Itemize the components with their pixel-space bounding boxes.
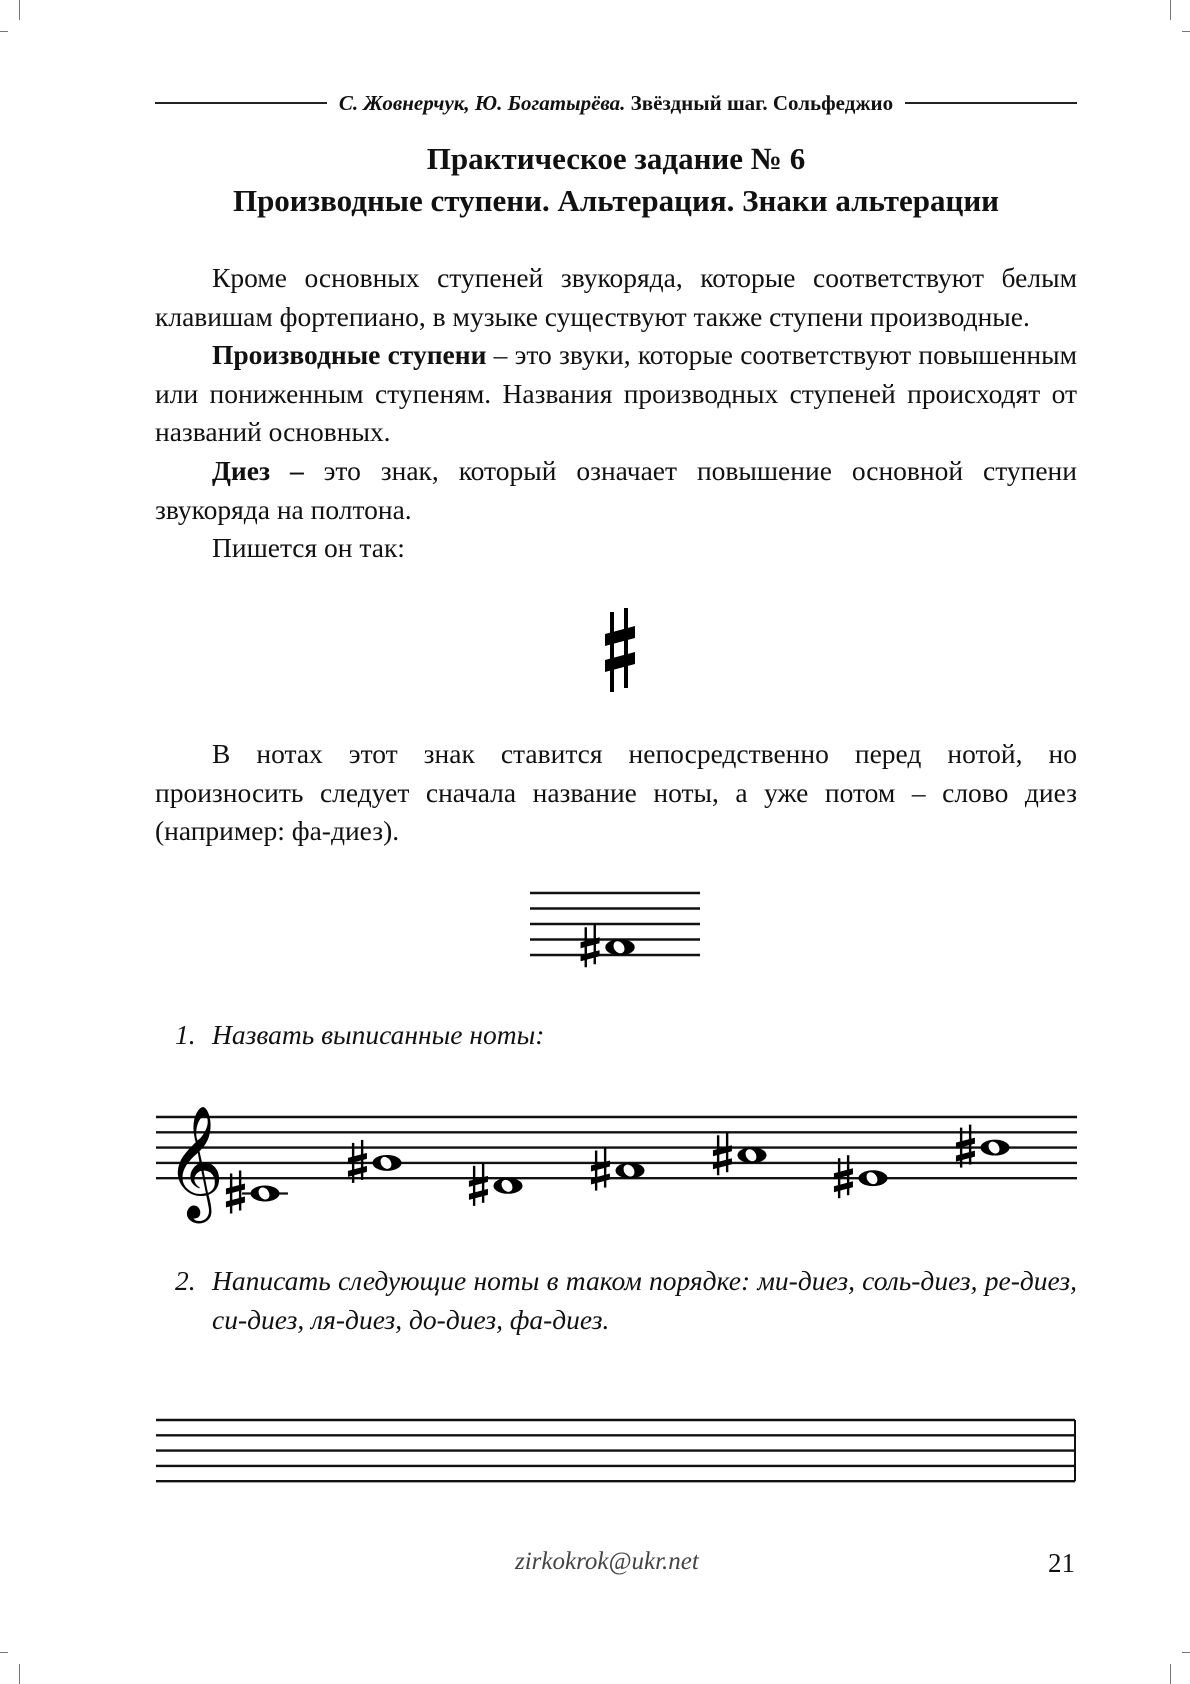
- header-book-title: Звёздный шаг. Сольфеджио: [630, 90, 894, 115]
- header-authors: С. Жовнерчук, Ю. Богатырёва.: [338, 90, 626, 115]
- footer-email: zirkokrok@ukr.net: [515, 1548, 699, 1575]
- term-sharp: Диез –: [212, 454, 304, 486]
- task-2-number: 2.: [175, 1265, 196, 1296]
- task-1-text: Назвать выписанные ноты:: [212, 1019, 545, 1050]
- page-number: 21: [1048, 1548, 1075, 1578]
- paragraph-sharp-text: это знак, который означает повышение основной ступени звукоряда на полтона.: [155, 454, 1077, 525]
- treble-clef-icon: 𝄞: [166, 1105, 224, 1220]
- paragraph-written-as: Пишется он так:: [212, 532, 405, 564]
- paragraph-derived-steps-text: – это звуки, которые соответствуют повышенным или пониженным ступеням. Названия производных ступеней происходят от названий основных.: [155, 339, 1077, 448]
- term-derived-steps: Производные ступени: [212, 339, 487, 371]
- page-subtitle: Производные ступени. Альтерация. Знаки альтерации: [232, 183, 1000, 218]
- paragraph-notation: В нотах этот знак ставится непосредственно перед нотой, но произносить следует сначала название ноты, а уже потом – слово диез (например: фа-диез).: [155, 738, 1077, 847]
- paragraph-intro: Кроме основных ступеней звукоряда, которые соответствуют белым клавишам фортепиано, в музыке существуют также ступени производные.: [155, 262, 1077, 332]
- task-1-number: 1.: [175, 1019, 196, 1050]
- page-title: Практическое задание № 6: [426, 141, 806, 176]
- task-2-text: Написать следующие ноты в таком порядке: ми-диез, соль-диез, ре-диез, си-диез, ля-диез, до-диез, фа-диез.: [212, 1265, 1077, 1335]
